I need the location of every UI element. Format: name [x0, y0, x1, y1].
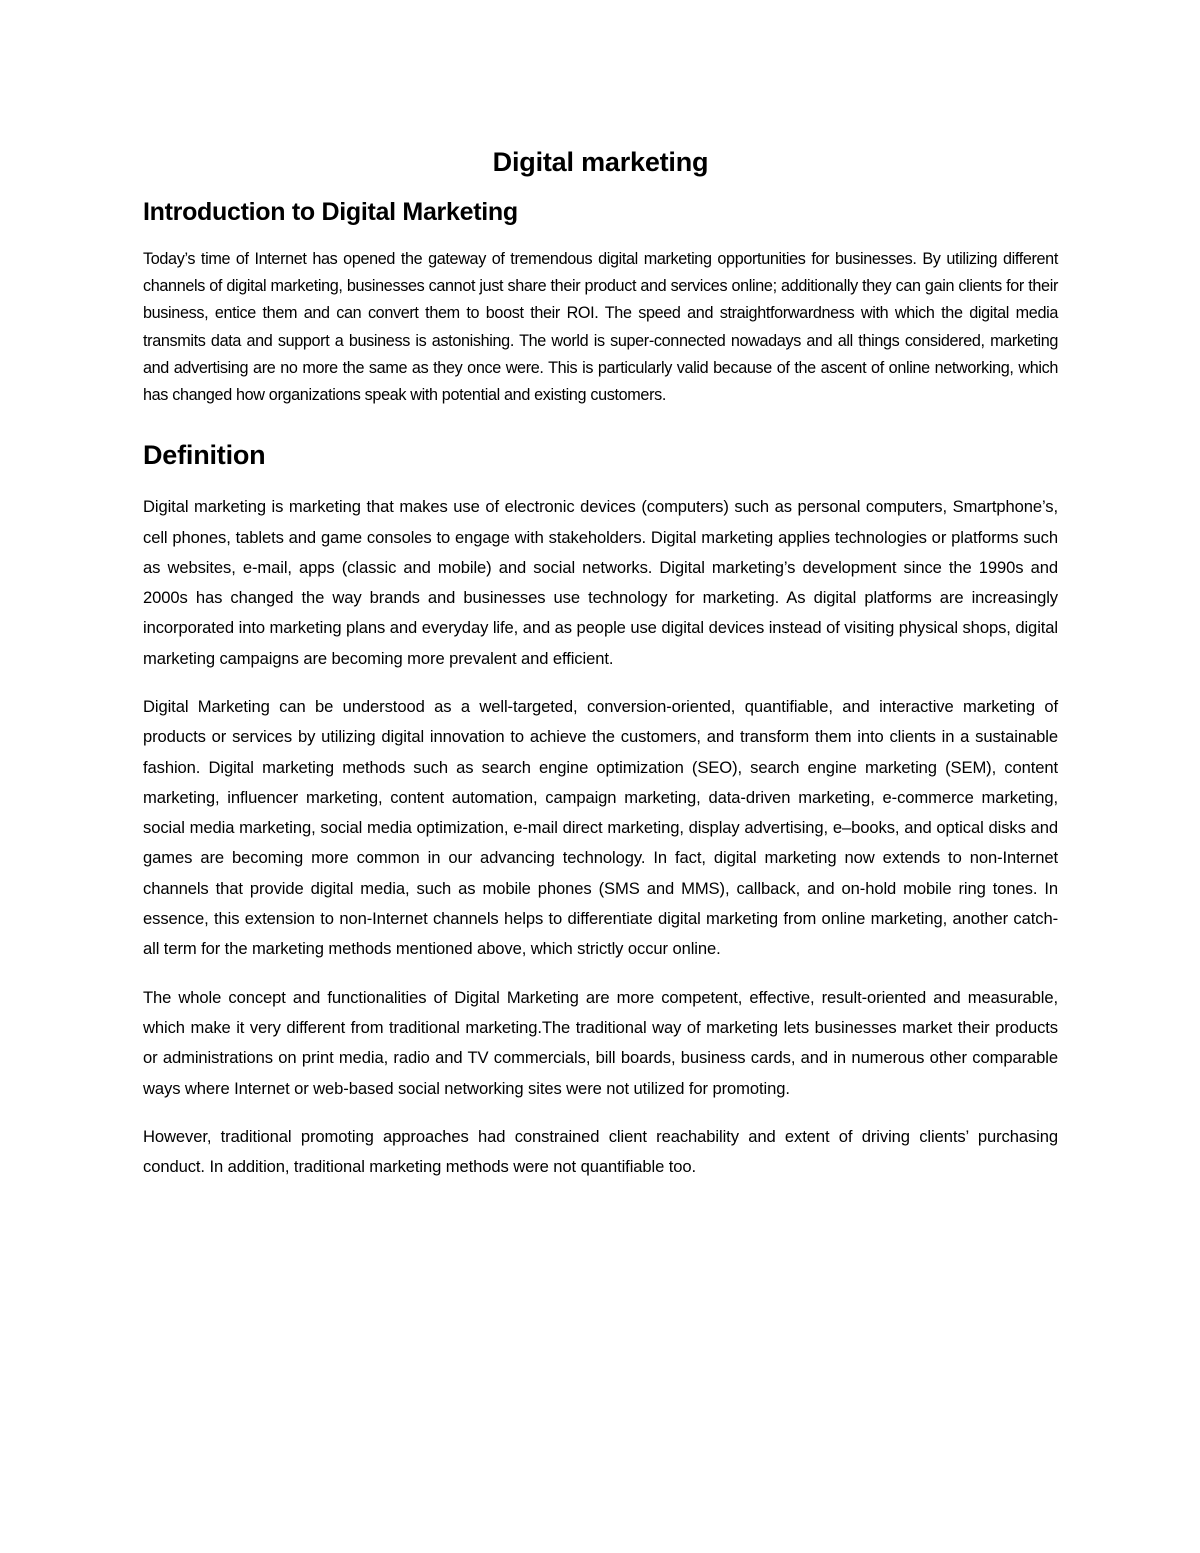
definition-paragraph-4: However, traditional promoting approaches had constrained client reachability and extent of driving clients’ purchasing conduct. In addition, traditional marketing methods were not quantifiable too.: [143, 1126, 1058, 1177]
document-body: [143, 142, 1058, 1200]
definition-paragraph-1: Digital marketing is marketing that makes use of electronic devices (computers) such as personal computers, Smartphone’s, cell phones, tablets and game consoles to engage with stakeholders. Digital marketing applies technologies or platforms such as websites, e-mail, apps (classic and mobile) and social networks. Digital marketing’s development since the 1990s and 2000s has changed the way brands and businesses use technology for marketing. As digital platforms are increasingly incorporated into marketing plans and everyday life, and as people use digital devices instead of visiting physical shops, digital marketing campaigns are becoming more prevalent and efficient.: [143, 497, 1058, 668]
intro-heading: Introduction to Digital Marketing: [143, 198, 518, 226]
document-title: Digital marketing: [492, 147, 709, 177]
definition-paragraph-3: The whole concept and functionalities of Digital Marketing are more competent, effective, result-oriented and measurable, which make it very different from traditional marketing.The traditional way of marketing lets businesses market their products or administrations on print media, radio and TV commercials, bill boards, business cards, and in numerous other comparable ways where Internet or web-based social networking sites were not utilized for promoting.: [143, 987, 1058, 1098]
intro-paragraph: Today’s time of Internet has opened the gateway of tremendous digital marketing opportunities for businesses. By utilizing different channels of digital marketing, businesses cannot just share their product and services online; additionally they can gain clients for their business, entice them and can convert them to boost their ROI. The speed and straightforwardness with which the digital media transmits data and support a business is astonishing. The world is super-connected nowadays and all things considered, marketing and advertising are no more the same as they once were. This is particularly valid because of the ascent of online networking, which has changed how organizations speak with potential and existing customers.: [143, 250, 1058, 405]
definition-paragraph-2: Digital Marketing can be understood as a well-targeted, conversion-oriented, quantifiable, and interactive marketing of products or services by utilizing digital innovation to achieve the customers, and transform them into clients in a sustainable fashion. Digital marketing methods such as search engine optimization (SEO), search engine marketing (SEM), content marketing, influencer marketing, content automation, campaign marketing, data-driven marketing, e-commerce marketing, social media marketing, social media optimization, e-mail direct marketing, display advertising, e–books, and optical disks and games are becoming more common in our advancing technology. In fact, digital marketing now extends to non-Internet channels that provide digital media, such as mobile phones (SMS and MMS), callback, and on-hold mobile ring tones. In essence, this extension to non-Internet channels helps to differentiate digital marketing from online marketing, another catch-all term for the marketing methods mentioned above, which strictly occur online.: [143, 697, 1058, 959]
definition-heading: Definition: [143, 440, 266, 471]
